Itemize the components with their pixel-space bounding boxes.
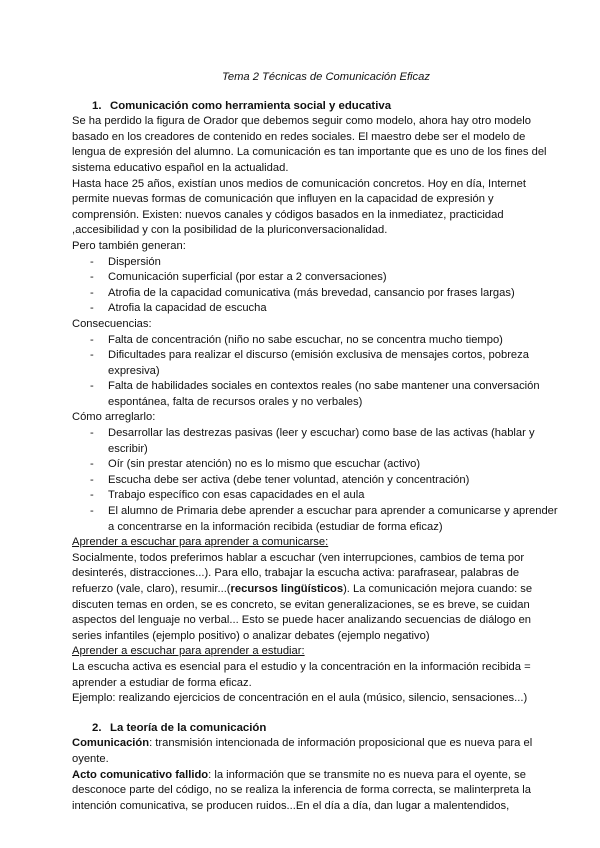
definition-comunicacion	[72, 736, 560, 767]
list-item: - Dispersión	[72, 255, 560, 271]
document-title: Tema 2 Técnicas de Comunicación Eficaz	[222, 71, 430, 83]
recursos-linguisticos-bold: recursos lingüísticos	[230, 583, 344, 595]
consecuencias-label: Consecuencias:	[72, 317, 152, 330]
generan-label: Pero también generan:	[72, 239, 186, 252]
section-2-heading	[72, 721, 560, 737]
arreglarlo-list	[72, 426, 560, 535]
list-item: - Atrofia de la capacidad comunicativa (más brevedad, cansancio por frases largas)	[72, 286, 560, 302]
section-2-number: 2.	[92, 721, 102, 734]
list-item: - Oír (sin prestar atención) no es lo mismo que escuchar (activo)	[72, 457, 560, 473]
comunicarse-text-a: Socialmente, todos preferimos hablar a escuchar (ven interrupciones, cambios de tema por desinterés, distracciones...). Para ello, trabajar la escucha activa: parafrasear, palabras de refuerzo (vale, claro), resumir...(	[72, 551, 525, 595]
section-spacer	[72, 707, 560, 721]
estudiar-example: Ejemplo: realizando ejercicios de concentración en el aula (músico, silencio, sensaciones...)	[72, 692, 528, 705]
section-1-paragraph-2: Hasta hace 25 años, existían unos medios de comunicación concretos. Hoy en día, Internet permite nuevas formas de comunicación que influyen en la capacidad de expresión y comprensión. Existen: nuevos canales y códigos basados en la inmediatez, practicidad ,accesibilidad y con la posibilidad de la pluriconversacionalidad.	[72, 177, 526, 237]
comunicarse-paragraph	[72, 551, 560, 645]
list-item: - Trabajo específico con esas capacidades en el aula	[72, 488, 560, 504]
list-item: - Atrofia la capacidad de escucha	[72, 301, 560, 317]
section-1-number: 1.	[92, 99, 102, 112]
definition-acto-fallido-text: : la información que se transmite no es nueva para el oyente, se desconoce parte del código, no se realiza la inferencia de forma correcta, se malinterpreta la intención comunicativa, se producen ruidos...En el día a día, dan lugar a malentendidos,	[72, 768, 531, 812]
list-item: - El alumno de Primaria debe aprender a escuchar para aprender a comunicarse y aprender a concentrarse en la información recibida (estudiar de forma eficaz)	[72, 504, 560, 535]
comunicarse-text-b: ). La comunicación mejora cuando: se discuten temas en orden, se es concreto, se evitan generalizaciones, se es breve, se cuidan aspectos del lenguaje no verbal... Esto se puede hacer analizando secuencias de diálogo en series infantiles (ejemplo positivo) o analizar debates (ejemplo negativo)	[72, 583, 533, 642]
list-item: - Falta de concentración (niño no sabe escuchar, no se concentra mucho tiempo)	[72, 333, 560, 349]
section-1-paragraph-1: Se ha perdido la figura de Orador que debemos seguir como modelo, ahora hay otro modelo basado en los creadores de contenido en redes sociales. El maestro debe ser el modelo de lengua de expresión del alumno. La comunicación es tan importante que es uno de los fines del sistema educativo español en la actualidad.	[72, 115, 547, 174]
subheading-estudiar: Aprender a escuchar para aprender a estudiar:	[72, 645, 305, 658]
list-item: - Falta de habilidades sociales en contextos reales (no sabe mantener una conversación espontánea, falta de recursos orales y no verbales)	[72, 379, 560, 410]
consecuencias-list	[72, 333, 560, 411]
arreglarlo-label: Cómo arreglarlo:	[72, 411, 156, 424]
term-comunicacion: Comunicación	[72, 737, 150, 750]
list-item: - Comunicación superficial (por estar a 2 conversaciones)	[72, 270, 560, 286]
definition-comunicacion-text: : transmisión intencionada de información proposicional que es nueva para el oyente.	[72, 737, 533, 765]
generan-list	[72, 255, 560, 317]
list-item: - Desarrollar las destrezas pasivas (leer y escuchar) como base de las activas (hablar y escribir)	[72, 426, 560, 457]
estudiar-paragraph: La escucha activa es esencial para el estudio y la concentración en la información recibida = aprender a estudiar de forma eficaz.	[72, 660, 531, 689]
subheading-comunicarse: Aprender a escuchar para aprender a comunicarse:	[72, 536, 329, 549]
definition-acto-fallido	[72, 768, 560, 815]
list-item: - Dificultades para realizar el discurso (emisión exclusiva de mensajes cortos, pobreza expresiva)	[72, 348, 560, 379]
list-item: - Escucha debe ser activa (debe tener voluntad, atención y concentración)	[72, 473, 560, 489]
section-2-title: La teoría de la comunicación	[110, 721, 267, 734]
section-1-title: Comunicación como herramienta social y educativa	[110, 99, 392, 112]
term-acto-fallido: Acto comunicativo fallido	[72, 768, 209, 781]
section-1-heading	[72, 99, 560, 115]
